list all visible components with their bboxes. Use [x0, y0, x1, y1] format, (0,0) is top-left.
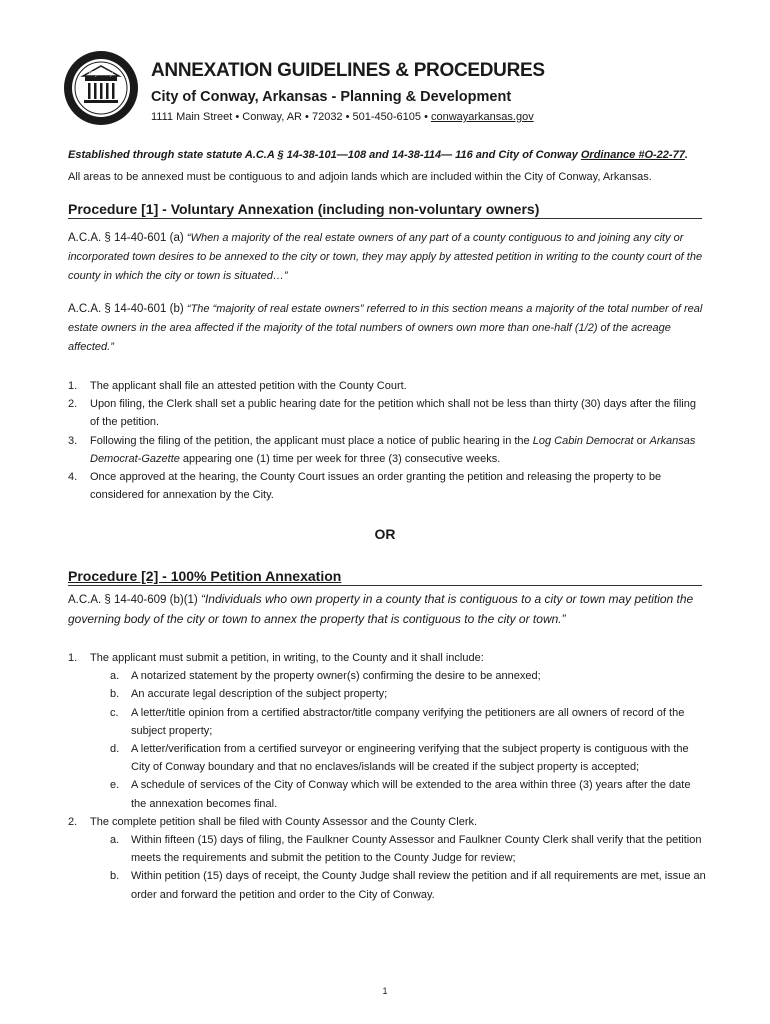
contact-address	[151, 111, 534, 123]
established-prefix: Established through state statute A.C.A § 14-38-101—108 and 14-38-114— 116 and City of Conway	[68, 149, 581, 161]
sub-list-letter: c.	[110, 706, 119, 719]
intro-paragraph: All areas to be annexed must be contiguous to and adjoin lands which are included within the City of Conway, Arkansas.	[68, 171, 652, 183]
list-text: The applicant shall file an attested petition with the County Court.	[90, 380, 407, 392]
page-number: 1	[382, 986, 388, 996]
sub-list-text: A letter/verification from a certified surveyor or engineering verifying that the subject property is contiguous with the City of Conway boundary and that no enclaves/islands will be created if the subject property is accepted;	[131, 743, 689, 774]
sub-list-letter: a.	[110, 670, 120, 683]
statute-quote-609	[68, 590, 708, 629]
established-statement	[68, 146, 708, 165]
statute-citation: A.C.A. § 14-40-601 (b)	[68, 303, 187, 315]
statute-citation: A.C.A. § 14-40-609 (b)(1)	[68, 594, 201, 606]
procedure-1-heading: Procedure [1] - Voluntary Annexation (including non-voluntary owners)	[68, 201, 702, 219]
sub-list-text: Within petition (15) days of receipt, the County Judge shall review the petition and if all requirements are met, issue an order and forward the petition and order to the City of Conway.	[131, 870, 706, 901]
sub-list-letter: e.	[110, 779, 120, 792]
sub-list-text: A notarized statement by the property owner(s) confirming the desire to be annexed;	[131, 670, 541, 683]
city-seal-logo	[63, 50, 139, 126]
sub-list-letter: b.	[110, 870, 120, 883]
list-item	[68, 395, 708, 431]
sub-list-item	[90, 704, 708, 740]
sub-list-item	[90, 867, 708, 903]
statute-text: “The “majority of real estate owners” referred to in this section means a majority of the total number of real estate owners in the area affected if the majority of the total numbers of owners own more than one-half (1/2) of the acreage affected.”	[68, 303, 703, 353]
newspaper-name: Log Cabin Democrat	[532, 434, 634, 447]
sub-list-text: A letter/title opinion from a certified abstractor/title company verifying the petitioners are all owners of record of the subject property;	[131, 706, 685, 737]
document-title: ANNEXATION GUIDELINES & PROCEDURES	[151, 60, 545, 81]
svg-text:Cty of Cy: Cty of Cy	[89, 71, 113, 77]
sub-list-text: A schedule of services of the City of Conway which will be extended to the area within three (3) years after the date the annexation becomes final.	[131, 779, 691, 810]
list-text: Upon filing, the Clerk shall set a public hearing date for the petition which shall not be less than thirty (30) days after the filing of the petition.	[90, 398, 696, 429]
sub-list-letter: a.	[110, 834, 120, 847]
sub-list-item	[90, 685, 708, 703]
list-item	[68, 432, 708, 468]
established-suffix: .	[684, 149, 688, 161]
sub-list-letter: b.	[110, 688, 120, 701]
address-text: 1111 Main Street • Conway, AR • 72032 • 501-450-6105 •	[151, 111, 431, 123]
newspaper-name: Arkansas Democrat-Gazette	[90, 434, 696, 465]
sub-list	[90, 831, 708, 904]
list-text: Following the filing of the petition, the applicant must place a notice of public hearing in the	[90, 434, 533, 447]
statute-text: “When a majority of the real estate owners of any part of a county contiguous to and joining any city or incorporated town desires to be annexed to the city or town, they may apply by attested petition in writing to the county court of the county in which the city or town is situated…”	[68, 232, 703, 282]
list-item	[68, 468, 708, 504]
sub-list-item	[90, 667, 708, 685]
list-text: or	[633, 434, 650, 447]
sub-list-text: Within fifteen (15) days of filing, the Faulkner County Assessor and Faulkner County Clerk shall verify that the petition meets the requirements and submit the petition to the County Judge for review;	[131, 834, 702, 865]
sub-list	[90, 667, 708, 813]
statute-quote-601a	[68, 229, 708, 285]
list-item	[68, 649, 708, 813]
list-number: 1.	[68, 652, 78, 664]
ordinance-reference: Ordinance #O-22-77	[580, 149, 685, 161]
list-number: 4.	[68, 471, 78, 484]
procedure-1-steps	[68, 377, 708, 504]
list-item	[68, 377, 708, 395]
procedure-2-heading	[68, 568, 702, 586]
website-link[interactable]: conwayarkansas.gov	[430, 111, 534, 123]
list-number: 1.	[68, 380, 78, 392]
list-text: appearing one (1) time per week for three (3) consecutive weeks.	[179, 452, 501, 465]
list-number: 2.	[68, 815, 78, 828]
statute-citation: A.C.A. § 14-40-601 (a)	[68, 232, 187, 244]
list-text: The complete petition shall be filed with County Assessor and the County Clerk.	[90, 815, 478, 828]
sub-list-item	[90, 776, 708, 812]
document-subtitle: City of Conway, Arkansas - Planning & Development	[151, 89, 512, 105]
sub-list-text: An accurate legal description of the subject property;	[131, 688, 388, 701]
sub-list-item	[90, 831, 708, 867]
list-text: Once approved at the hearing, the County Court issues an order granting the petition and releasing the property to be considered for annexation by the City.	[90, 471, 662, 502]
sub-list-item	[90, 740, 708, 776]
procedure-2-steps	[68, 649, 708, 904]
procedure-2-heading-text: Procedure [2] - 100% Petition Annexation	[68, 568, 342, 584]
statute-quote-601b	[68, 300, 708, 356]
list-item	[68, 813, 708, 904]
statute-text: “Individuals who own property in a county that is contiguous to a city or town may petition the governing body of the city or town to annex the property that is contiguous to the city or town.”	[68, 592, 694, 626]
list-number: 2.	[68, 398, 78, 411]
or-separator: OR	[374, 526, 396, 542]
list-text: The applicant must submit a petition, in writing, to the County and it shall include:	[90, 652, 484, 664]
sub-list-letter: d.	[110, 743, 120, 756]
list-number: 3.	[68, 434, 78, 447]
